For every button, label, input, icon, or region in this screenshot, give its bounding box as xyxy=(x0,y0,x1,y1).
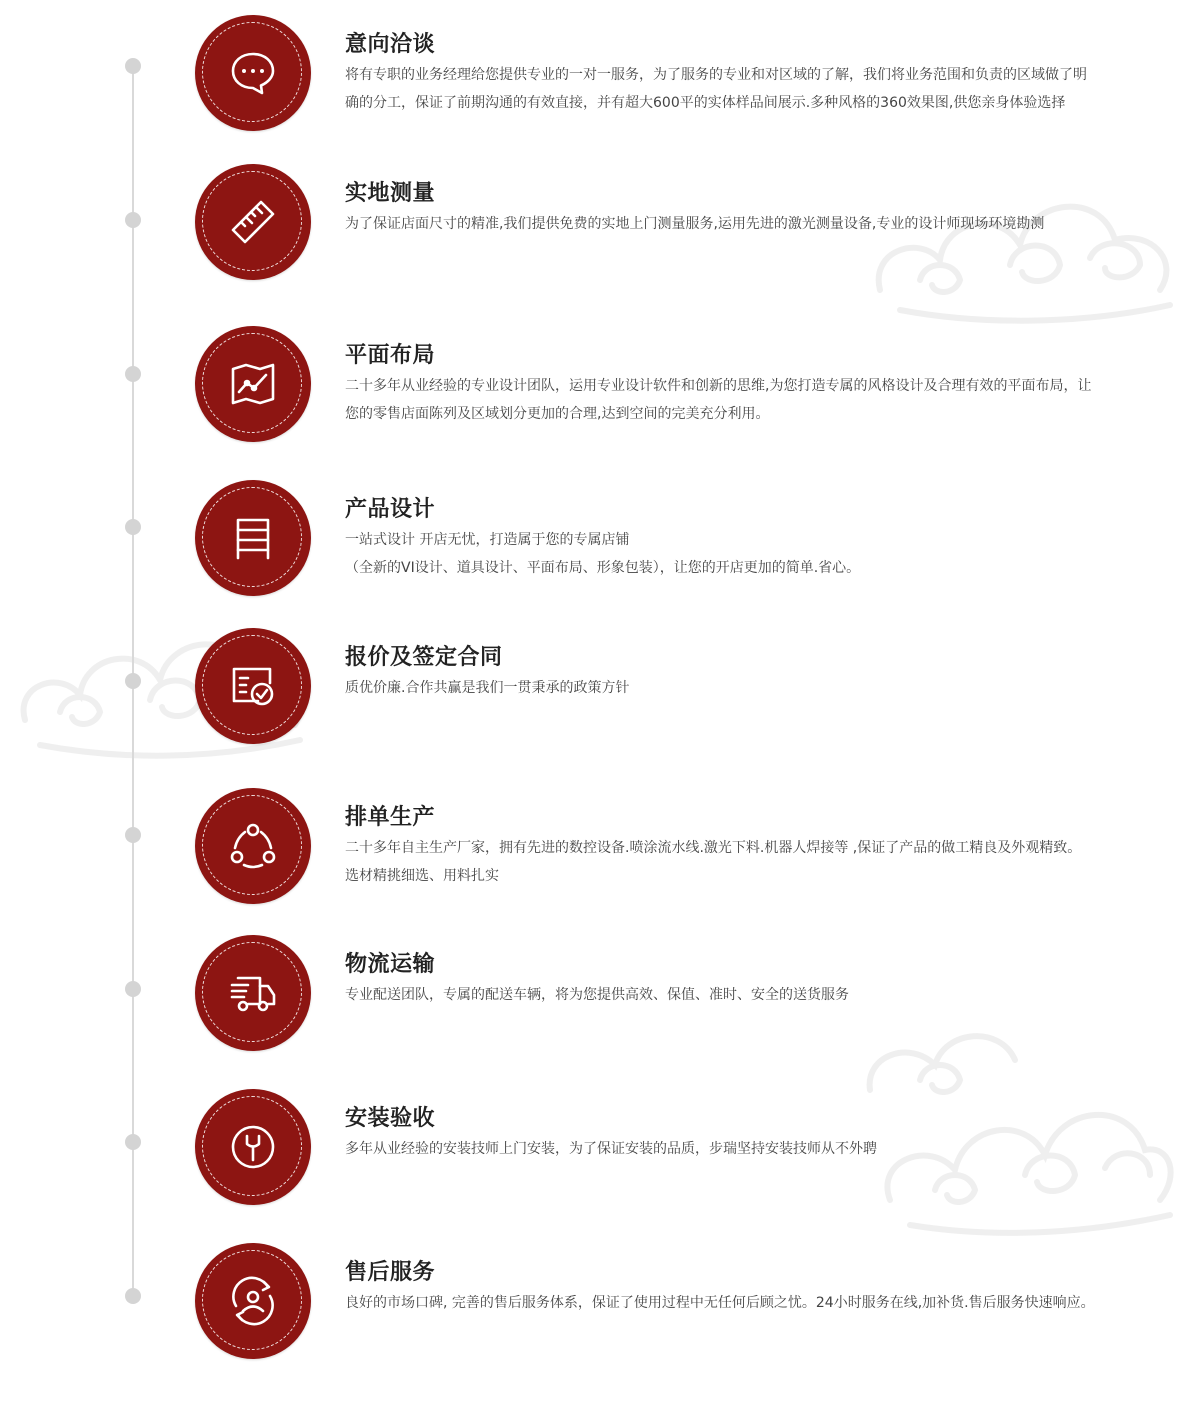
step-icon-circle xyxy=(195,326,311,442)
wrench-icon xyxy=(228,1122,278,1172)
step-quotation-contract xyxy=(0,628,1200,748)
shelf-icon xyxy=(228,513,278,563)
step-logistics xyxy=(0,935,1200,1055)
step-installation-acceptance xyxy=(0,1089,1200,1209)
step-icon-circle xyxy=(195,628,311,744)
customer-service-icon xyxy=(228,1276,278,1326)
delivery-truck-icon xyxy=(228,968,278,1018)
step-icon-circle xyxy=(195,788,311,904)
step-title: 安装验收 xyxy=(345,1106,436,1131)
step-production-scheduling xyxy=(0,788,1200,908)
contract-check-icon xyxy=(228,661,278,711)
step-icon-circle xyxy=(195,1089,311,1205)
step-product-design xyxy=(0,480,1200,600)
step-icon-circle xyxy=(195,164,311,280)
step-description: 质优价廉.合作共赢是我们一贯秉承的政策方针 xyxy=(345,680,630,696)
step-title: 物流运输 xyxy=(345,952,436,977)
step-title: 排单生产 xyxy=(345,805,436,830)
step-description: 为了保证店面尺寸的精准,我们提供免费的实地上门测量服务,运用先进的激光测量设备,专业的设计师现场环境勘测 xyxy=(345,216,1045,232)
step-icon-circle xyxy=(195,480,311,596)
step-site-measurement xyxy=(0,164,1200,284)
step-icon-circle xyxy=(195,935,311,1051)
step-title: 实地测量 xyxy=(345,181,436,206)
ruler-icon xyxy=(228,197,278,247)
map-icon xyxy=(228,359,278,409)
step-description-line: （全新的VI设计、道具设计、平面布局、形象包装），让您的开店更加的简单.省心。 xyxy=(345,560,861,576)
step-title: 平面布局 xyxy=(345,343,436,368)
step-description: 二十多年从业经验的专业设计团队，运用专业设计软件和创新的思维,为您打造专属的风格设计及合理有效的平面布局，让您的零售店面陈列及区域划分更加的合理,达到空间的完美充分利用。 xyxy=(345,378,1092,422)
step-description: 二十多年自主生产厂家，拥有先进的数控设备.喷涂流水线.激光下料.机器人焊接等 ,保证了产品的做工精良及外观精致。选材精挑细选、用料扎实 xyxy=(345,840,1082,884)
chat-bubble-icon xyxy=(228,48,278,98)
step-icon-circle xyxy=(195,15,311,131)
step-description: 良好的市场口碑, 完善的售后服务体系，保证了使用过程中无任何后顾之忧。24小时服务在线,加补货.售后服务快速响应。 xyxy=(345,1295,1095,1311)
step-after-sales-service xyxy=(0,1243,1200,1363)
step-title: 售后服务 xyxy=(345,1260,436,1285)
step-description: 多年从业经验的安装技师上门安装，为了保证安装的品质，步瑞坚持安装技师从不外聘 xyxy=(345,1141,877,1157)
step-title: 报价及签定合同 xyxy=(345,645,503,670)
cycle-nodes-icon xyxy=(228,821,278,871)
step-description: 将有专职的业务经理给您提供专业的一对一服务，为了服务的专业和对区域的了解，我们将业务范围和负责的区域做了明确的分工，保证了前期沟通的有效直接，并有超大600平的实体样品间展示.多种风格的360效果图,供您亲身体验选择 xyxy=(345,67,1087,111)
step-description-line: 一站式设计 开店无忧，打造属于您的专属店铺 xyxy=(345,532,630,548)
step-description: 专业配送团队，专属的配送车辆，将为您提供高效、保值、准时、安全的送货服务 xyxy=(345,987,849,1003)
step-floor-plan xyxy=(0,326,1200,446)
step-description xyxy=(345,526,1095,582)
step-intent-negotiation xyxy=(0,15,1200,135)
step-title: 意向洽谈 xyxy=(345,32,436,57)
step-icon-circle xyxy=(195,1243,311,1359)
step-title: 产品设计 xyxy=(345,497,436,522)
